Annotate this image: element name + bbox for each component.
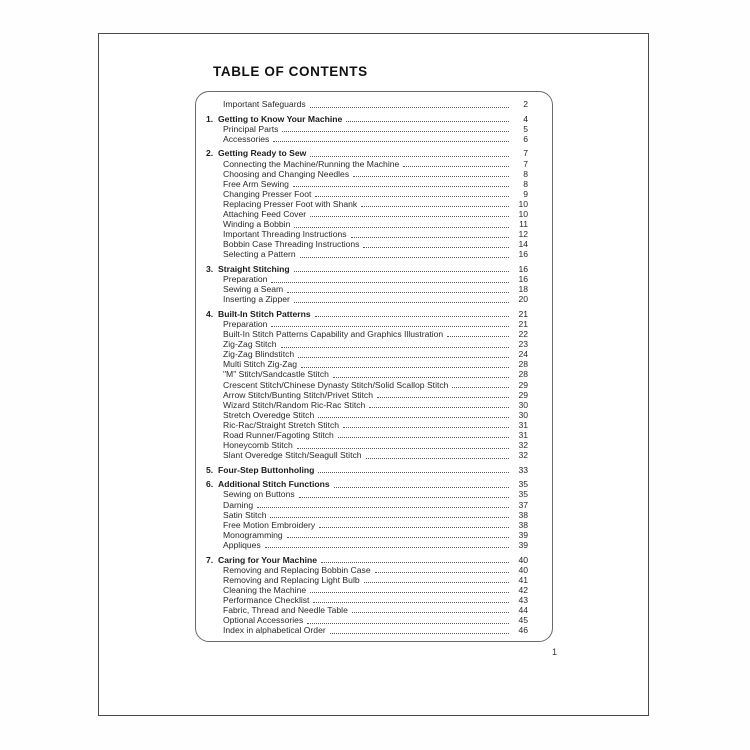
toc-dotted-leader — [293, 186, 509, 187]
toc-entry-title: Preparation — [223, 274, 268, 285]
toc-entry-title: Ric-Rac/Straight Stretch Stitch — [223, 419, 340, 430]
toc-entry — [206, 390, 528, 400]
toc-entry-title: Getting Ready to Sew — [218, 148, 307, 159]
toc-entry-title: Important Safeguards — [223, 99, 306, 110]
toc-dotted-leader — [333, 377, 509, 378]
toc-entry-page: 10 — [518, 209, 528, 220]
toc-entry-page: 32 — [518, 450, 528, 461]
toc-entry-title: Built-In Stitch Patterns Capability and Graphics Illustration — [223, 329, 444, 340]
toc-entry-title: Inserting a Zipper — [223, 294, 290, 305]
toc-entry-page: 30 — [518, 399, 528, 410]
toc-entry — [206, 440, 528, 450]
toc-dotted-leader — [364, 582, 509, 583]
toc-entry-title: Honeycomb Stitch — [223, 440, 293, 451]
toc-entry — [206, 499, 528, 509]
toc-entry-title: Zig-Zag Stitch — [223, 339, 277, 350]
toc-entry-page: 37 — [518, 499, 528, 510]
toc-dotted-leader — [330, 633, 509, 634]
toc-entry-page: 2 — [523, 99, 528, 110]
toc-dotted-leader — [351, 237, 509, 238]
toc-entry-page: 11 — [519, 219, 528, 230]
toc-entry-title: "M" Stitch/Sandcastle Stitch — [223, 369, 329, 380]
toc-entry-page: 30 — [518, 409, 528, 420]
toc-entry — [206, 339, 528, 349]
toc-entry-page: 28 — [518, 369, 528, 380]
toc-entry — [206, 209, 528, 219]
toc-entry-title: Monogramming — [223, 529, 283, 540]
toc-dotted-leader — [452, 387, 509, 388]
toc-entry — [206, 540, 528, 550]
toc-entry — [206, 239, 528, 249]
toc-entry — [206, 329, 528, 339]
toc-entry-title: Important Threading Instructions — [223, 229, 347, 240]
toc-dotted-leader — [297, 448, 509, 449]
toc-entry — [206, 479, 528, 489]
toc-entry-page: 39 — [518, 529, 528, 540]
toc-entry-title: Caring for Your Machine — [218, 554, 317, 565]
toc-entry — [206, 575, 528, 585]
toc-dotted-leader — [310, 216, 509, 217]
toc-entry-page: 29 — [518, 389, 528, 400]
toc-entry-page: 35 — [518, 479, 528, 490]
toc-entry-page: 24 — [518, 349, 528, 360]
toc-entry-page: 40 — [518, 554, 528, 565]
toc-entry-page: 10 — [518, 198, 528, 209]
toc-entry-title: Removing and Replacing Bobbin Case — [223, 564, 371, 575]
toc-entry-title: Fabric, Thread and Needle Table — [223, 605, 348, 615]
toc-entry-title: Straight Stitching — [218, 264, 290, 274]
toc-entry-title: Wizard Stitch/Random Ric-Rac Stitch — [223, 399, 366, 410]
toc-entry-page: 46 — [518, 625, 528, 636]
toc-dotted-leader — [318, 417, 509, 418]
toc-dotted-leader — [307, 623, 509, 624]
toc-entry-number: 2. — [206, 148, 214, 159]
toc-dotted-leader — [375, 572, 509, 573]
toc-entry-title: Slant Overedge Stitch/Seagull Stitch — [223, 450, 362, 461]
toc-entry-number: 7. — [206, 554, 214, 565]
toc-entry-page: 29 — [518, 379, 528, 390]
toc-entry — [206, 585, 528, 595]
toc-entry-page: 40 — [518, 564, 528, 575]
toc-entry — [206, 520, 528, 530]
toc-entry-title: Attaching Feed Cover — [223, 209, 307, 220]
toc-dotted-leader — [294, 271, 509, 272]
toc-dotted-leader — [282, 131, 509, 132]
toc-entry-page: 16 — [518, 264, 528, 274]
toc-dotted-leader — [294, 227, 509, 228]
toc-entry-page: 31 — [518, 419, 528, 430]
toc-entry-title: Cleaning the Machine — [223, 584, 307, 595]
toc-entry — [206, 114, 528, 124]
toc-entry-page: 8 — [523, 178, 528, 189]
footer-page-number: 1 — [552, 647, 558, 657]
toc-entry-number: 1. — [206, 113, 214, 124]
toc-dotted-leader — [299, 497, 509, 498]
toc-entry-title: Winding a Bobbin — [223, 219, 291, 230]
toc-dotted-leader — [343, 427, 509, 428]
toc-entry — [206, 294, 528, 304]
toc-entry-page: 7 — [523, 158, 528, 169]
toc-dotted-leader — [287, 537, 509, 538]
toc-dotted-leader — [313, 602, 509, 603]
toc-dotted-leader — [265, 547, 509, 548]
toc-entry-page: 23 — [518, 339, 528, 350]
toc-entry-title: Additional Stitch Functions — [218, 479, 330, 490]
toc-entry-page: 12 — [518, 229, 528, 240]
toc-entry-title: Sewing a Seam — [223, 284, 284, 295]
toc-dotted-leader — [346, 121, 509, 122]
toc-dotted-leader — [294, 302, 509, 303]
toc-dotted-leader — [377, 397, 509, 398]
toc-entry-title: Satin Stitch — [223, 509, 267, 520]
toc-dotted-leader — [310, 592, 509, 593]
toc-entry-title: Crescent Stitch/Chinese Dynasty Stitch/Solid Scallop Stitch — [223, 379, 449, 390]
toc-entry — [206, 420, 528, 430]
toc-entry-page: 8 — [523, 168, 528, 179]
toc-entry-title: Principal Parts — [223, 123, 279, 134]
toc-entry-title: Four-Step Buttonholing — [218, 464, 315, 475]
toc-entry — [206, 319, 528, 329]
toc-entry-page: 39 — [518, 539, 528, 550]
toc-entry — [206, 410, 528, 420]
toc-entry — [206, 595, 528, 605]
toc-entry-page: 41 — [518, 574, 528, 585]
toc-entry-page: 14 — [518, 239, 528, 250]
toc-entry-number: 3. — [206, 264, 214, 274]
toc-entry — [206, 400, 528, 410]
toc-entry — [206, 284, 528, 294]
toc-entry — [206, 605, 528, 615]
toc-entry-title: Bobbin Case Threading Instructions — [223, 239, 360, 250]
toc-dotted-leader — [321, 562, 509, 563]
toc-entry-title: Free Arm Sewing — [223, 178, 289, 189]
toc-entry — [206, 169, 528, 179]
toc-dotted-leader — [281, 347, 510, 348]
toc-entry-title: Preparation — [223, 318, 268, 329]
toc-entry — [206, 124, 528, 134]
toc-dotted-leader — [298, 357, 509, 358]
toc-entry-page: 20 — [518, 294, 528, 305]
toc-dotted-leader — [318, 472, 509, 473]
toc-entry-title: Getting to Know Your Machine — [218, 113, 343, 124]
toc-dotted-leader — [310, 156, 509, 157]
toc-entry-page: 9 — [523, 188, 528, 199]
toc-entry — [206, 134, 528, 144]
toc-entry-title: Accessories — [223, 133, 270, 144]
toc-entry-title: Multi Stitch Zig-Zag — [223, 359, 298, 370]
toc-entry-number: 5. — [206, 464, 214, 475]
toc-entry-page: 4 — [523, 113, 528, 124]
toc-entry-title: Changing Presser Foot — [223, 188, 312, 199]
toc-entry-number: 6. — [206, 479, 214, 490]
toc-entry-title: Free Motion Embroidery — [223, 519, 316, 530]
toc-dotted-leader — [447, 336, 509, 337]
toc-entry-number: 4. — [206, 308, 214, 319]
toc-entry-page: 7 — [523, 148, 528, 159]
toc-entry-page: 38 — [518, 519, 528, 530]
toc-entry — [206, 450, 528, 460]
toc-box — [195, 91, 553, 642]
toc-entry-page: 22 — [518, 329, 528, 340]
toc-entry-title: Index in alphabetical Order — [223, 625, 326, 636]
toc-dotted-leader — [369, 407, 509, 408]
toc-dotted-leader — [334, 487, 509, 488]
toc-entry-page: 16 — [518, 274, 528, 285]
toc-entry — [206, 565, 528, 575]
toc-entry-page: 33 — [518, 464, 528, 475]
toc-dotted-leader — [270, 517, 509, 518]
toc-entry — [206, 229, 528, 239]
toc-dotted-leader — [301, 367, 509, 368]
toc-entry-page: 43 — [518, 594, 528, 605]
toc-entry-title: Optional Accessories — [223, 615, 304, 626]
toc-entry-title: Appliques — [223, 539, 261, 550]
toc-entry — [206, 349, 528, 359]
toc-entry-title: Selecting a Pattern — [223, 249, 296, 260]
toc-entry — [206, 615, 528, 625]
toc-dotted-leader — [310, 107, 509, 108]
toc-dotted-leader — [353, 176, 509, 177]
toc-entry — [206, 249, 528, 259]
toc-dotted-leader — [338, 437, 509, 438]
toc-entry-page: 32 — [518, 440, 528, 451]
toc-entry-title: Darning — [223, 499, 254, 510]
toc-dotted-leader — [273, 141, 509, 142]
toc-dotted-leader — [352, 612, 509, 613]
toc-entry-page: 5 — [523, 123, 528, 134]
toc-entry — [206, 625, 528, 635]
toc-entry-page: 38 — [518, 509, 528, 520]
toc-entry — [206, 369, 528, 379]
toc-entry-page: 45 — [518, 615, 528, 626]
toc-entry — [206, 189, 528, 199]
toc-entry — [206, 430, 528, 440]
toc-entry — [206, 199, 528, 209]
toc-entry — [206, 148, 528, 158]
toc-entry-title: Road Runner/Fagoting Stitch — [223, 430, 334, 440]
toc-entry — [206, 510, 528, 520]
toc-entry-page: 31 — [518, 430, 528, 440]
toc-dotted-leader — [315, 316, 509, 317]
toc-entry — [206, 99, 528, 109]
toc-dotted-leader — [315, 196, 509, 197]
toc-entry-page: 44 — [518, 605, 528, 615]
toc-entry — [206, 309, 528, 319]
toc-entry — [206, 158, 528, 168]
toc-entry-page: 16 — [518, 249, 528, 260]
scanned-manual-page — [98, 33, 649, 716]
toc-dotted-leader — [300, 257, 509, 258]
toc-entry-title: Replacing Presser Foot with Shank — [223, 198, 358, 209]
toc-entry-page: 28 — [518, 359, 528, 370]
toc-entry-page: 42 — [518, 584, 528, 595]
toc-entry — [206, 179, 528, 189]
toc-dotted-leader — [287, 292, 509, 293]
toc-entry-title: Sewing on Buttons — [223, 489, 295, 500]
toc-entry-title: Zig-Zag Blindstitch — [223, 349, 295, 360]
toc-entry — [206, 359, 528, 369]
toc-entry — [206, 554, 528, 564]
toc-dotted-leader — [363, 247, 509, 248]
toc-entry-page: 21 — [518, 308, 528, 319]
toc-entry-page: 6 — [523, 133, 528, 144]
toc-dotted-leader — [403, 166, 509, 167]
toc-dotted-leader — [366, 458, 509, 459]
toc-entry-page: 21 — [518, 318, 528, 329]
page-title: TABLE OF CONTENTS — [213, 64, 368, 79]
toc-entry-page: 18 — [518, 284, 528, 295]
toc-entry — [206, 379, 528, 389]
toc-dotted-leader — [271, 282, 509, 283]
toc-entry — [206, 264, 528, 274]
toc-entry-title: Arrow Stitch/Bunting Stitch/Privet Stitch — [223, 389, 373, 400]
toc-entry — [206, 530, 528, 540]
toc-dotted-leader — [257, 507, 509, 508]
toc-dotted-leader — [361, 206, 509, 207]
toc-entry-title: Connecting the Machine/Running the Machine — [223, 158, 400, 169]
toc-entry — [206, 274, 528, 284]
toc-dotted-leader — [319, 527, 509, 528]
toc-entry — [206, 489, 528, 499]
toc-entry — [206, 465, 528, 475]
toc-dotted-leader — [271, 326, 509, 327]
toc-entry-page: 35 — [518, 489, 528, 500]
toc-entry-title: Removing and Replacing Light Bulb — [223, 574, 360, 585]
toc-entry-title: Choosing and Changing Needles — [223, 168, 350, 179]
toc-entry-title: Stretch Overedge Stitch — [223, 409, 315, 420]
toc-entry — [206, 219, 528, 229]
toc-entry-title: Built-In Stitch Patterns — [218, 308, 311, 319]
toc-entry-title: Performance Checklist — [223, 594, 310, 605]
